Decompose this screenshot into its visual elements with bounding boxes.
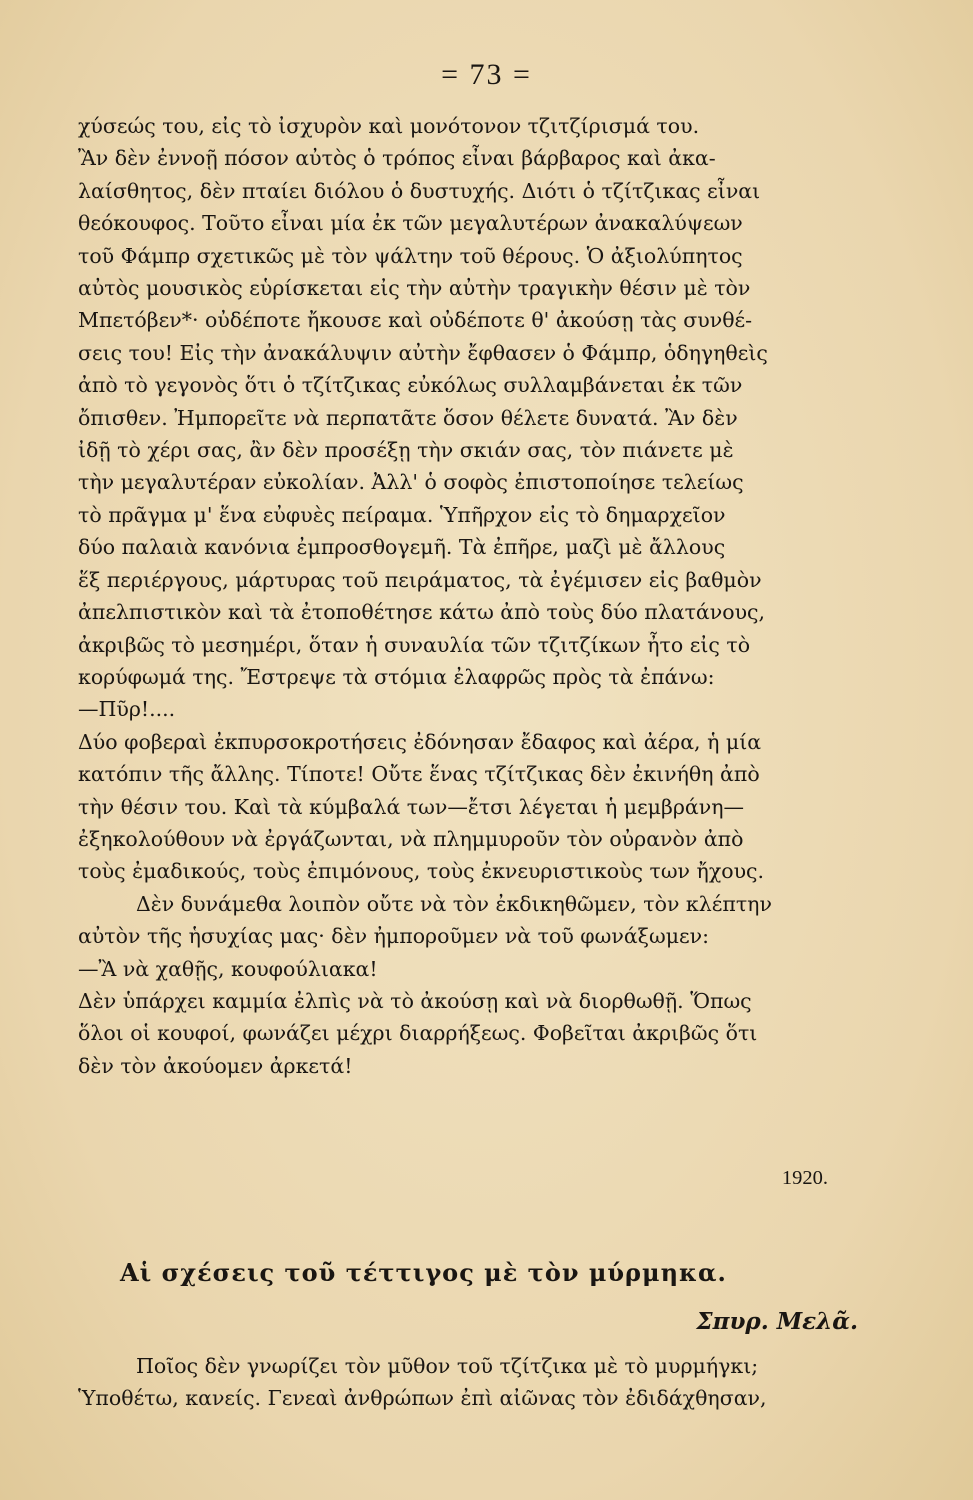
text-line: Ἂν δὲν ἐννοῇ πόσον αὐτὸς ὁ τρόπος εἶναι βάρβαρος καὶ ἀκα-	[78, 146, 716, 171]
text-line: κορύφωμά της. Ἔστρεψε τὰ στόμια ἐλαφρῶς πρὸς τὰ ἐπάνω:	[78, 664, 715, 689]
text-line: χύσεώς του, εἰς τὸ ἰσχυρὸν καὶ μονότονον τζιτζίρισμά του.	[78, 114, 700, 138]
text-line: Ὑποθέτω, κανείς. Γενεαὶ ἀνθρώπων ἐπὶ αἰῶνας τὸν ἐδιδάχθησαν,	[78, 1386, 767, 1411]
text-line: κατόπιν τῆς ἄλλης. Τίποτε! Οὔτε ἕνας τζίτζικας δὲν ἐκινήθη ἀπὸ	[78, 762, 760, 787]
text-line: δὲν τὸν ἀκούομεν ἀρκετά!	[78, 1053, 353, 1078]
text-line: τοῦ Φάμπρ σχετικῶς μὲ τὸν ψάλτην τοῦ θέρους. Ὁ ἀξιολύπητος	[78, 243, 743, 268]
text-line: Δὲν δυνάμεθα λοιπὸν οὔτε νὰ τὸν ἐκδικηθῶμεν, τὸν κλέπτην	[136, 891, 772, 916]
main-text	[78, 110, 864, 1082]
text-line: Δὲν ὑπάρχει καμμία ἐλπὶς νὰ τὸ ἀκούσῃ καὶ νὰ διορθωθῇ. Ὅπως	[78, 988, 752, 1013]
author-name: Σπυρ. Μελᾶ.	[696, 1308, 858, 1335]
text-line: αὐτὸς μουσικὸς εὑρίσκεται εἰς τὴν αὐτὴν τραγικὴν θέσιν μὲ τὸν	[78, 276, 751, 301]
text-line: τὸ πρᾶγμα μ' ἕνα εὐφυὲς πείραμα. Ὑπῆρχον εἰς τὸ δημαρχεῖον	[78, 502, 726, 527]
text-line: σεις του! Εἰς τὴν ἀνακάλυψιν αὐτὴν ἔφθασεν ὁ Φάμπρ, ὁδηγηθεὶς	[78, 340, 768, 365]
text-line: ὄπισθεν. Ἠμπορεῖτε νὰ περπατᾶτε ὅσον θέλετε δυνατά. Ἂν δὲν	[78, 405, 738, 430]
text-line: αὐτὸν τῆς ἡσυχίας μας· δὲν ἠμποροῦμεν νὰ τοῦ φωνάξωμεν:	[78, 924, 710, 949]
text-line: τὴν μεγαλυτέραν εὐκολίαν. Ἀλλ' ὁ σοφὸς ἐπιστοποίησε τελείως	[78, 470, 744, 495]
section-title: Αἱ σχέσεις τοῦ τέττιγος μὲ τὸν μύρμηκα.	[120, 1258, 727, 1287]
text-line: θεόκουφος. Τοῦτο εἶναι μία ἐκ τῶν μεγαλυτέρων ἀνακαλύψεων	[78, 211, 743, 236]
text-line: ἀπὸ τὸ γεγονὸς ὅτι ὁ τζίτζικας εὐκόλως συλλαμβάνεται ἐκ τῶν	[78, 373, 743, 398]
text-line: δύο παλαιὰ κανόνια ἐμπροσθογεμῆ. Τὰ ἐπῆρε, μαζὶ μὲ ἄλλους	[78, 535, 726, 560]
text-line: τὴν θέσιν του. Καὶ τὰ κύμβαλά των—ἔτσι λέγεται ἡ μεμβράνη—	[78, 794, 744, 819]
text-line: ὅλοι οἱ κουφοί, φωνάζει μέχρι διαρρήξεως. Φοβεῖται ἀκριβῶς ὅτι	[78, 1021, 758, 1046]
text-line: Δύο φοβεραὶ ἐκπυρσοκροτήσεις ἐδόνησαν ἔδαφος καὶ ἀέρα, ἡ μία	[78, 729, 762, 754]
page-number: = 73 =	[441, 58, 532, 91]
text-line: Ποῖος δὲν γνωρίζει τὸν μῦθον τοῦ τζίτζικα μὲ τὸ μυρμήγκι;	[136, 1354, 759, 1378]
text-line: λαίσθητος, δὲν πταίει διόλου ὁ δυστυχής. Διότι ὁ τζίτζικας εἶναι	[78, 178, 761, 203]
text-line: ἀκριβῶς τὸ μεσημέρι, ὅταν ἡ συναυλία τῶν τζιτζίκων ἦτο εἰς τὸ	[78, 632, 751, 657]
text-line: ἐξηκολούθουν νὰ ἐργάζωνται, νὰ πλημμυροῦν τὸν οὐρανὸν ἀπὸ	[78, 826, 744, 851]
second-text	[78, 1350, 864, 1415]
text-line: ἀπελπιστικὸν καὶ τὰ ἐτοποθέτησε κάτω ἀπὸ τοὺς δύο πλατάνους,	[78, 600, 766, 625]
text-line: ἕξ περιέργους, μάρτυρας τοῦ πειράματος, τὰ ἐγέμισεν εἰς βαθμὸν	[78, 567, 762, 592]
date-line: 1920.	[781, 1167, 828, 1189]
text-line: Μπετόβεν*· οὐδέποτε ἤκουσε καὶ οὐδέποτε θ' ἀκούσῃ τὰς συνθέ-	[78, 308, 753, 333]
text-line: ἰδῇ τὸ χέρι σας, ἂν δὲν προσέξῃ τὴν σκιάν σας, τὸν πιάνετε μὲ	[78, 438, 734, 463]
text-line: —Ἂ νὰ χαθῇς, κουφούλιακα!	[78, 956, 378, 981]
text-line: τοὺς ἐμαδικούς, τοὺς ἐπιμόνους, τοὺς ἐκνευριστικοὺς των ἤχους.	[78, 859, 765, 884]
text-line: —Πῦρ!....	[78, 697, 176, 722]
